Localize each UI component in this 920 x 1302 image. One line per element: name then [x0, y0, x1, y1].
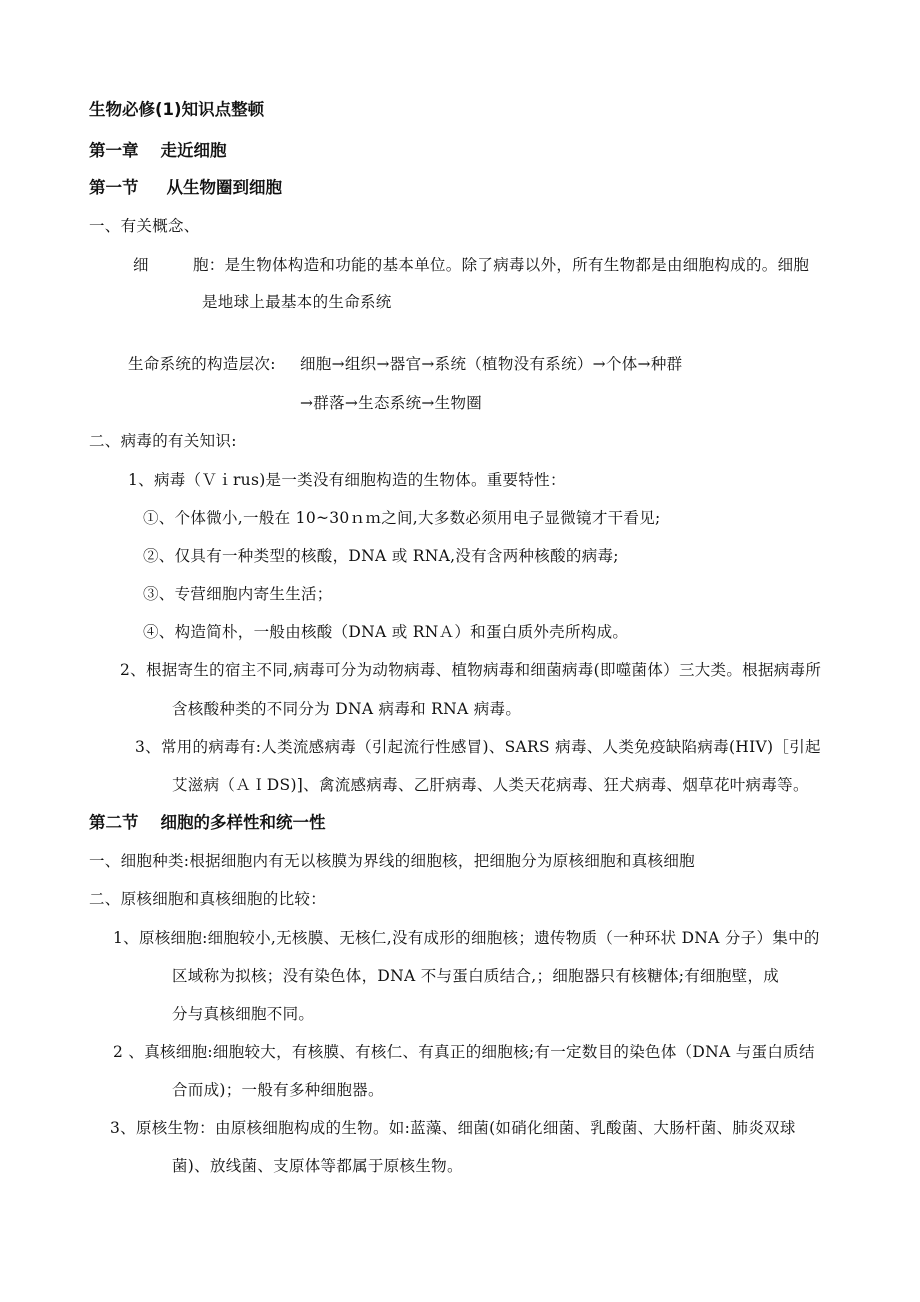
section-name: 细胞的多样性和统一性 — [160, 813, 326, 832]
chapter-name: 走近细胞 — [160, 141, 227, 160]
chapter-heading — [89, 141, 227, 161]
cell-types: 一、细胞种类:根据细胞内有无以核膜为界线的细胞核，把细胞分为原核细胞和真核细胞 — [89, 852, 695, 870]
subheading-virus: 二、病毒的有关知识: — [89, 432, 237, 450]
virus-feature-1: ①、个体微小,一般在 10~30ｎｍ之间,大多数必须用电子显微镜才干看见; — [143, 509, 661, 527]
chapter-label: 第一章 — [89, 141, 139, 160]
prokaryote-organisms-cont: 菌)、放线菌、支原体等都属于原核生物。 — [172, 1157, 463, 1175]
virus-feature-3: ③、专营细胞内寄生生活； — [143, 585, 333, 603]
cell-definition-cont: 是地球上最基本的生命系统 — [202, 293, 392, 311]
document-title: 生物必修(1)知识点整顿 — [89, 100, 265, 119]
levels-label: 生命系统的构造层次: — [128, 355, 276, 373]
virus-feature-4: ④、构造简朴，一般由核酸（DNA 或 RNＡ）和蛋白质外壳所构成。 — [143, 623, 629, 641]
levels-line-1: 细胞→组织→器官→系统（植物没有系统）→个体→种群 — [300, 355, 683, 373]
virus-item-2: 2、根据寄生的宿主不同,病毒可分为动物病毒、植物病毒和细菌病毒(即噬菌体）三大类。根据病毒所 — [120, 661, 822, 679]
section-label: 第二节 — [89, 813, 139, 832]
virus-item-1: 1、病毒（Ｖｉrus)是一类没有细胞构造的生物体。重要特性： — [128, 471, 566, 489]
prokaryote-organisms: 3、原核生物：由原核细胞构成的生物。如:蓝藻、细菌(如硝化细菌、乳酸菌、大肠杆菌、肺炎双球 — [110, 1119, 796, 1137]
cell-definition: 胞：是生物体构造和功能的基本单位。除了病毒以外，所有生物都是由细胞构成的。细胞 — [193, 256, 810, 274]
section-label: 第一节 — [89, 178, 139, 197]
section-heading-2 — [89, 813, 326, 833]
levels-line-2: →群落→生态系统→生物圈 — [300, 394, 483, 412]
cell-term: 细 — [133, 256, 149, 274]
eukaryote-item: 2 、真核细胞:细胞较大，有核膜、有核仁、有真正的细胞核;有一定数目的染色体（DNA 与蛋白质结 — [113, 1043, 815, 1061]
comparison-heading: 二、原核细胞和真核细胞的比较： — [89, 890, 327, 908]
section-name: 从生物圈到细胞 — [166, 178, 282, 197]
virus-item-3-cont: 艾滋病（ＡＩDS)]、禽流感病毒、乙肝病毒、人类天花病毒、狂犬病毒、烟草花叶病毒等。 — [172, 776, 809, 794]
section-heading — [89, 178, 282, 198]
virus-item-2-cont: 含核酸种类的不同分为 DNA 病毒和 RNA 病毒。 — [172, 700, 522, 718]
prokaryote-item: 1、原核细胞:细胞较小,无核膜、无核仁,没有成形的细胞核；遗传物质（一种环状 DNA 分子）集中的 — [113, 929, 820, 947]
virus-item-3: 3、常用的病毒有:人类流感病毒（引起流行性感冒)、SARS 病毒、人类免疫缺陷病毒(HIV)［引起 — [135, 738, 821, 756]
prokaryote-item-cont: 区域称为拟核；没有染色体，DNA 不与蛋白质结合,；细胞器只有核糖体;有细胞壁，成 — [172, 967, 780, 985]
prokaryote-item-cont-2: 分与真核细胞不同。 — [172, 1005, 315, 1023]
eukaryote-item-cont: 合而成)；一般有多种细胞器。 — [172, 1081, 384, 1099]
virus-feature-2: ②、仅具有一种类型的核酸，DNA 或 RNA,没有含两种核酸的病毒; — [143, 547, 619, 565]
subheading-concepts: 一、有关概念、 — [89, 217, 200, 235]
